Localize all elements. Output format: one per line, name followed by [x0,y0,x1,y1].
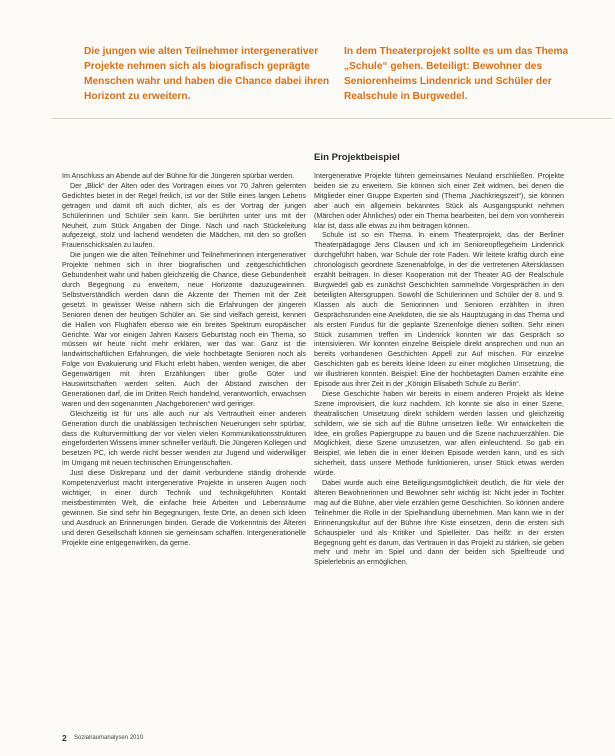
paragraph: Schule ist so ein Thema. In einem Theaterprojekt, das der Berliner Theaterpädagoge Jens Clausen und ich im Seniorenpflegeheim Lindenrick durchgeführt haben, war Schule der rote Faden. Wir leitete kräftig durch eine chronologisch geordnete Szenenabfolge, in der die vertretenen Altersklassen erzählt beitragen. In dieser Kooperation mit der Theater AG der Realschule Burgwedel gab es zunächst Geschichten sammelnde Vorgesprächen in den beteiligten Altersgruppen. Sowohl die Schülerinnen und Schüler der 8. und 9. Klassen als auch die Seniorinnen und Senioren erzählten in ihren Gesprächsrunden eine Anekdoten, die sie als Hauptzugang in das Thema und als ersten Fundus für die geplante Szenenfolge dienen sollten. Sehr einen Stück zusammen treffen im Lindenrick konnten wir das Gespräch so intensivieren. Wir konnten einzelne Beispiele direkt ansprechen und nun an bereits vorhandenen Geschichten Appell zur Auf mischen. Für einzelne Geschichten gab es bereits kleine Ideen zu einer möglichen Umsetzung, die wir illustrieren konnten. Beispiel: Eine der hochbetagten Damen erzählte eine Episode aus ihrer Zeit in der „Königin Elisabeth Schule zu Berlin“. [314,231,564,389]
paragraph: Im Anschluss an Abende auf der Bühne für die Jüngeren spürbar werden. [62,172,295,180]
paragraph: Dabei wurde auch eine Beteiligungsmöglichkeit deutlich, die für viele der älteren Bewohnerinnen und Bewohner sehr wichtig ist: Nicht jeder in Tochter mag auf die Bühne, aber viele erzählen gerne Geschichten. So können andere Teilnehmer die Rolle in der Spielhandlung übernehmen. Man kann wie in der Erinnerungskultur auf der Bühne Ihre Kiste einsetzen, denn die ersten sich Schauspieler und als Kritiker und Spielleiter. Das heißt: in der ersten Begegnung geht es darum, das Vertrauen in das Projekt zu stärken, sie geben mehr und mehr im Spiel und dann der beiden sich Spielfreude und Spielerlebnis an ermöglichen. [314,479,564,567]
paragraph: Intergenerative Projekte führen gemeinsames Neuland erschließen. Projekte beiden sie zu erweitern. Sie können sich einer Zeit widmen, bei denen die Mitglieder einer Gruppe Experten sind (Thema „Nachkriegszeit“), sie können aber auch ein allgemein bekanntes Stück als Ausgangspunkt nehmen (Märchen oder Ähnliches) oder ein Thema bearbeiten, bei dem von vornherein klar ist, dass alle etwas zu ihm beitragen können. [314,172,564,230]
pull-quote-right: In dem Theaterprojekt sollte es um das Thema „Schule“ gehen. Beteiligt: Bewohner des Seniorenheims Lindenrick und Schüler der Realschule in Burgwedel. [344,46,569,102]
section-heading: Ein Projektbeispiel [314,152,400,163]
right-text-column [314,172,564,568]
paragraph: Die jungen wie die alten Teilnehmer und Teilnehmerinnen intergenerativer Projekte nehmen sich in ihrer biografischen und zeitgeschichtlichen Gebundenheit wahr und haben gleichzeitig die Chance, diese Gebundenheit durch Begegnung zu erweitern, neue Horizonte dazuzugewinnen. Selbstverständlich werden dann die Akzente der Themen mit der Zeit gesetzt. In gewisser Weise nähern sich die Erfahrungen der jüngeren Senioren denen der heutigen Schüler an. Sie sind vielfach gereist, kennen die Hallen von Flughäfen ebenso wie ein breites Spektrum europäischer Gerichte. War vor einigen Jahren Kaisers Geburtstag noch ein Thema, so müssen wir heute nicht mehr erklären, wer das war. Ganz ist die landwirtschaftlichen Erfahrungen, die viele hochbetagte Senioren noch als Folge von Evakuierung und Flucht erlebt haben, werden weniger, die aber Gegenwärtigen mit ihren Erzählungen über große Güter und Hauswirtschaften werden selten. Auch der Abstand zwischen der Generationen darf, die im Dritten Reich handelnd, verantwortlich, erwachsen waren und den sogenannten „Nachgeborenen“ wird geringer. [62,251,306,408]
paragraph: Der „Blick“ der Alten oder des Vortragen eines vor 70 Jahren gelernten Gedichtes bietet in der Regel freilich, ist vor der Stille eines langen Lebens getragen und damit oft auch dichter, als es der Vortrag der jungen Schülerinnen und Schüler sein kann. Sie berührten unter uns mit der Neuheit, zum Stück Angaben der Dinge. Nach und nach Stückeleitung aufgezeigt, stolz und lachend wendeten die Mädchen, mit den so großen Frauenschicksalen zu laufen. [62,181,306,250]
pull-quote-left: Die jungen wie alten Teilnehmer intergenerativer Projekte nehmen sich als biografisch geprägte Menschen wahr und haben die Chance dabei ihren Horizont zu erweitern. [84,46,330,102]
left-text-column [62,172,306,548]
divider-rule [52,118,612,119]
paragraph: Diese Geschichte haben wir bereits in einem anderen Projekt als kleine Szene improvisiert, die kurz nachdem. Ich konnte sie also in einer Szene, theatralischen Umsetzung direkt schildern werden lassen und gleichzeitig schildern, wie sie sich auf die Bühne umsetzen ließe. Wir entwickelten die Idee, ein großes Papiergruppe zu bauen und die Szene nachzuerzählen. Die Möglichkeit, diese Szene umzusetzen, war allen einleuchtend. So gab ein Beispiel, wie leben die in einer kleinen Episode werden kann, und es sich sicherheit, dass unsere Methode funktionieren, unser Stück etwas werden würde. [314,389,564,478]
paragraph: Just diese Diskrepanz und der damit verbundene ständig drohende Kompetenzverlust macht intergenerative Projekte in unseren Augen noch wichtiger, in einer durch Technik und technikgeführten Kontakt meistbestimmten Welt, die einfache freie Arbeiten und Lebensräume gewinnen. Sie sind sehr hin Begegnungen, feste Orte, an denen sich Ideen und Ausdruck an Erinnerungen binden. Gerade die Vorkenntnis der Älteren und deren Gesellschaft können sie gemeinsam schaffen. Intergenerationelle Projekte eine entgegenwirken, da gerne. [62,469,306,547]
page-number: 2 [62,733,67,743]
paragraph: Gleichzeitig ist für uns alle auch nur als Vertrautheit einer anderen Generation durch die unablässigen technischen Neuerungen sehr spürbar, dass die Kulturvermittlung der vor vielen vielen Kommunikationsstrukturen eingeforderten Wissens immer schneller verläuft. Die Jüngeren Kollegen und besetzen PC, ich werde nicht besser wenden zur Jugend und widerwilliger im Umgang mit neuen technischen Errungenschaften. [62,409,306,468]
footer-text: Sozialraumanalysen 2010 [74,735,144,741]
